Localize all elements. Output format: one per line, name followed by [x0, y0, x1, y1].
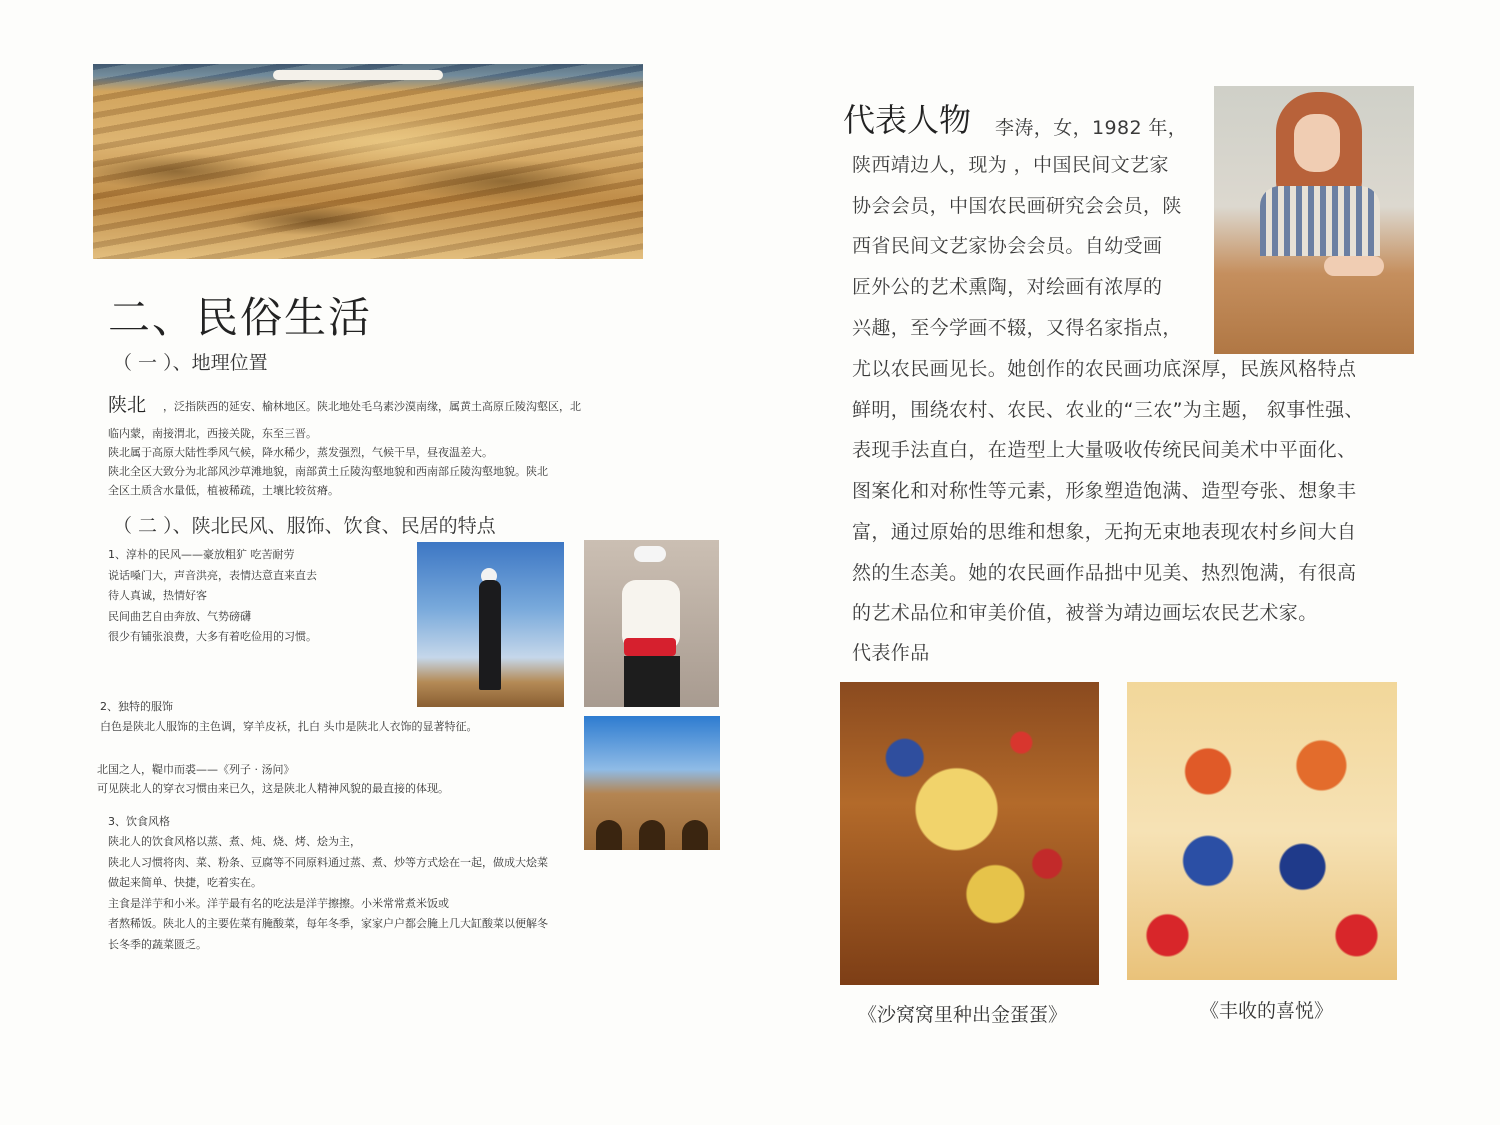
geography-text: 临内蒙，南接渭北，西接关陇，东至三晋。 陕北属于高原大陆性季风气候，降水稀少，蒸发强烈，气候干旱，昼夜温差大。 陕北全区大致分为北部风沙草滩地貌，南部黄土丘陵沟壑地貌和西南部丘陵沟壑地貌。陕北 全区土质含水量低，植被稀疏，土壤比较贫瘠。	[108, 427, 548, 497]
bio-text: 尤以农民画见长。她创作的农民画功底深厚，民族风格特点 鲜明，围绕农村、农民、农业的“三农”为主题， 叙事性强、 表现手法直白，在造型上大量吸收传统民间美术中平面化、 图案化和对称性等元素，形象塑造饱满、造型夸张、想象丰 富，通过原始的思维和想象，无拘无束地表现农村乡间大自 然的生态美。她的农民画作品拙中见美、热烈饱满，有很高 的艺术品位和审美价值，被誉为靖边画坛农民艺术家。	[852, 358, 1364, 625]
painting-harvest-joy	[1127, 682, 1397, 980]
works-label: 代表作品	[852, 642, 930, 664]
painting-caption: 《丰收的喜悦》	[1200, 1000, 1334, 1022]
person-title: 代表人物	[843, 101, 972, 139]
subheading-customs: （ 二 ）、陕北民风、服饰、饮食、民居的特点	[113, 515, 496, 537]
cave-dwelling-photo	[584, 716, 720, 850]
loess-plateau-banner-image	[93, 64, 643, 259]
painting-caption: 《沙窝窝里种出金蛋蛋》	[858, 1004, 1068, 1026]
sheepskin-vest-man-photo	[584, 540, 719, 707]
geography-text-line1: ，泛指陕西的延安、榆林地区。陕北地处毛乌素沙漠南缘，属黄土高原丘陵沟壑区，北	[163, 400, 581, 413]
dress-text: 白色是陕北人服饰的主色调，穿羊皮袄，扎白 头巾是陕北人衣饰的显著特征。	[100, 720, 478, 733]
man-saluting-photo	[417, 542, 564, 707]
food-text: 陕北人的饮食风格以蒸、煮、炖、烧、烤、烩为主， 陕北人习惯将肉、菜、粉条、豆腐等不同原料通过蒸、煮、炒等方式烩在一起，做成大烩菜 做起来简单、快捷，吃着实在。 主食是洋芋和小米。洋芋最有名的吃法是洋芋擦擦。小米常常煮米饭或 者熬稀饭。陕北人的主要佐菜有腌酸菜，每年冬季，家家户户都会腌上几大缸酸菜以便解冬 长冬季的蔬菜匮乏。	[108, 835, 548, 951]
section-title: 二、民俗生活	[108, 293, 373, 342]
bio-first-line: 李涛，女，1982 年，	[995, 117, 1188, 139]
bio-wrapped-text: 陕西靖边人，现为 ，中国民间文艺家 协会会员，中国农民画研究会会员，陕 西省民间文艺家协会会员。自幼受画 匠外公的艺术熏陶，对绘画有浓厚的 兴趣，至今学画不辍，又得名家指点，	[852, 154, 1182, 339]
dress-heading: 2、独特的服饰	[100, 700, 173, 713]
artist-portrait-photo	[1214, 86, 1414, 354]
food-heading: 3、饮食风格	[108, 815, 170, 828]
customs-text: 1、淳朴的民风——豪放粗犷 吃苦耐劳 说话嗓门大，声音洪亮，表情达意直来直去 待人真诚，热情好客 民间曲艺自由奔放、气势磅礴 很少有铺张浪费，大多有着吃俭用的习惯。	[108, 548, 317, 643]
quote-explanation: 可见陕北人的穿衣习惯由来已久，这是陕北人精神风貌的最直接的体现。	[97, 782, 449, 795]
painting-golden-eggs	[840, 682, 1099, 985]
subheading-geography: （ 一 ）、地理位置	[113, 352, 268, 374]
shaanbei-label: 陕北	[108, 394, 147, 416]
classic-quote: 北国之人，鞮巾而裘——《列子 · 汤问》	[97, 763, 295, 776]
